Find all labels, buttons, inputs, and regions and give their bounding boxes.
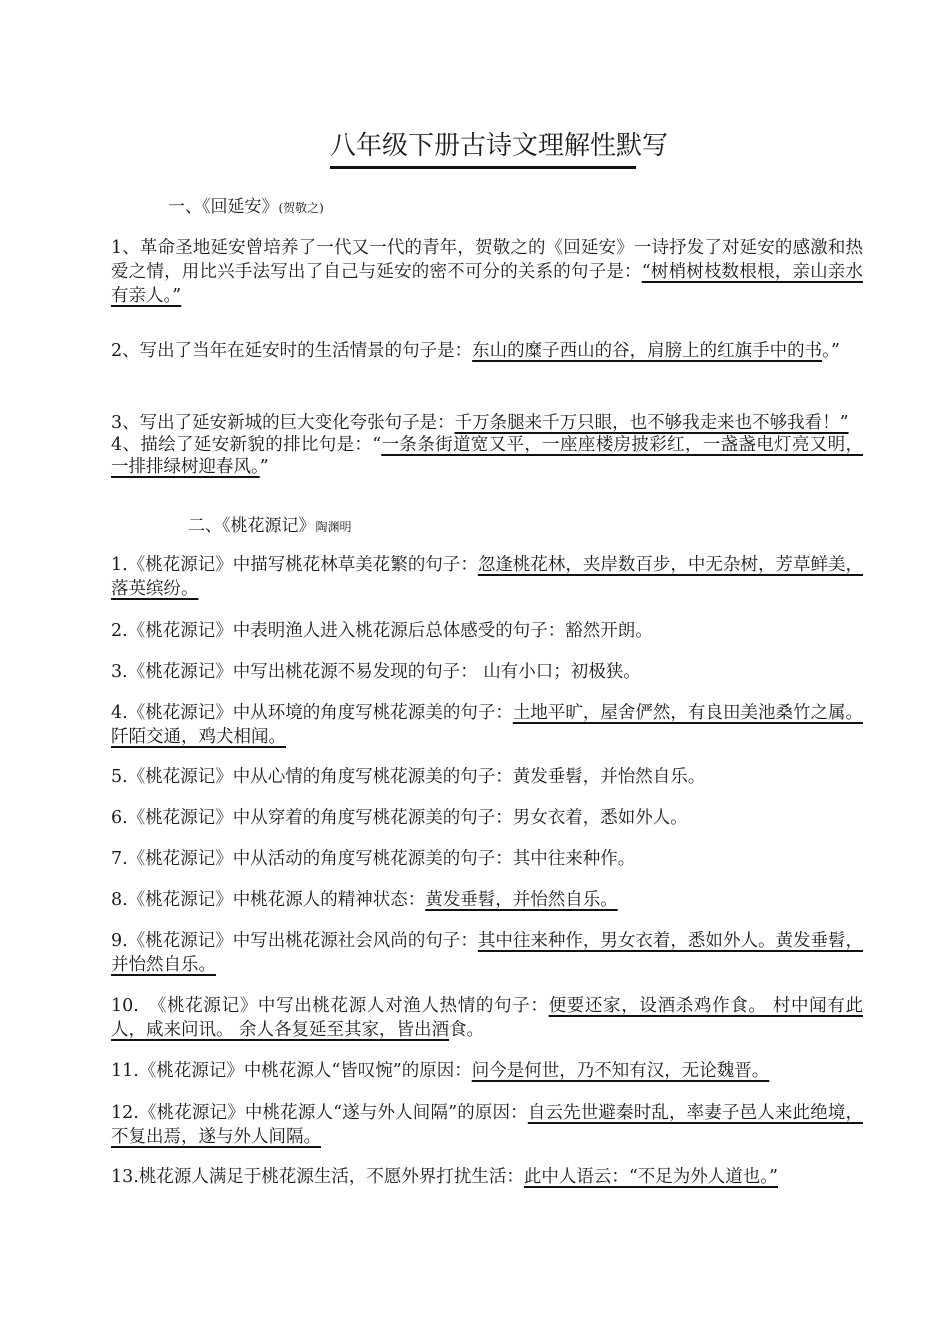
- answer-tail: 食。: [449, 1020, 485, 1040]
- answer-text: 其中往来种作，男女衣着，悉如外人。黄发垂髫，并怡然自乐。: [111, 931, 863, 975]
- question-2-13: [111, 1165, 863, 1189]
- question-2-3: [111, 660, 863, 684]
- question-text: 5.《桃花源记》中从心情的角度写桃花源美的句子：黄发垂髫，并怡然自乐。: [111, 767, 706, 787]
- question-2-9: [111, 929, 863, 977]
- section-title: 一、《回延安》: [168, 197, 279, 217]
- question-text: 12.《桃花源记》中桃花源人“遂与外人间隔”的原因：: [111, 1103, 528, 1123]
- question-2-2: [111, 619, 863, 643]
- question-text: 2、写出了当年在延安时的生活情景的句子是：: [111, 341, 473, 361]
- question-1-3-4: [111, 412, 867, 478]
- question-text: 13.桃花源人满足于桃花源生活，不愿外界打扰生活：: [111, 1167, 524, 1187]
- question-text: 4.《桃花源记》中从环境的角度写桃花源美的句子：: [111, 703, 513, 723]
- question-text: 1、革命圣地延安曾培养了一代又一代的青年，贺敬之的《回延安》一诗抒发了对延安的感激和热爱之情，用比兴手法写出了自己与延安的密不可分的关系的句子是：: [111, 238, 863, 282]
- answer-text: 土地平旷，屋舍俨然，有良田美池桑竹之属。阡陌交通，鸡犬相闻。: [111, 703, 863, 747]
- answer-text: 黄发垂髫，并怡然自乐。: [425, 890, 618, 910]
- question-2-1: [111, 553, 863, 601]
- question-2-12: [111, 1101, 863, 1149]
- answer-tail: ”: [259, 457, 269, 477]
- section-heading-hui-yan-an: [168, 193, 324, 222]
- question-text: 2.《桃花源记》中表明渔人进入桃花源后总体感受的句子：豁然开朗。: [111, 621, 653, 641]
- question-1-2: [111, 339, 863, 363]
- question-1-1: [111, 236, 863, 308]
- question-text: 10. 《桃花源记》中写出桃花源人对渔人热情的句子：: [111, 996, 549, 1016]
- question-2-10: [111, 994, 863, 1042]
- question-text: 6.《桃花源记》中从穿着的角度写桃花源美的句子：男女衣着，悉如外人。: [111, 808, 688, 828]
- section-author: 陶渊明: [315, 520, 352, 534]
- answer-text: 忽逢桃花林，夹岸数百步，中无杂树，芳草鲜美，落英缤纷。: [111, 555, 863, 599]
- section-heading-tao-hua-yuan-ji: [188, 512, 352, 541]
- question-text: 3、写出了延安新城的巨大变化夸张句子是：: [111, 413, 455, 433]
- question-2-5: [111, 765, 863, 789]
- question-2-6: [111, 806, 863, 830]
- answer-tail: 。”: [822, 341, 840, 361]
- question-2-11: [111, 1059, 863, 1083]
- answer-text: 自云先世避秦时乱，率妻子邑人来此绝境，不复出焉，遂与外人间隔。: [111, 1103, 863, 1147]
- question-text-2: 4、描绘了延安新貌的排比句是：“: [111, 413, 867, 455]
- answer-text-2: 一条条街道宽又平，一座座楼房披彩红，一盏盏电灯亮又明，一排排绿树迎春风。: [111, 435, 863, 477]
- answer-text: 东山的糜子西山的谷，肩膀上的红旗手中的书: [472, 341, 823, 361]
- answer-text: 此中人语云：“不足为外人道也。”: [523, 1167, 778, 1187]
- question-text: 9.《桃花源记》中写出桃花源社会风尚的句子：: [111, 931, 478, 951]
- question-text: 11.《桃花源记》中桃花源人“皆叹惋”的原因：: [111, 1061, 472, 1081]
- answer-text: 便要还家，设酒杀鸡作食。 村中闻有此人，咸来问讯。 余人各复延至其家，皆出酒: [111, 996, 863, 1040]
- question-text: 1.《桃花源记》中描写桃花林草美花繁的句子：: [111, 555, 478, 575]
- question-text: 3.《桃花源记》中写出桃花源不易发现的句子： 山有小口；初极狭。: [111, 662, 641, 682]
- page-title: 八年级下册古诗文理解性默写: [330, 126, 636, 169]
- question-2-4: [111, 701, 863, 749]
- answer-text: “树梢树枝数根根，亲山亲水有亲人。”: [111, 262, 863, 306]
- section-author: (贺敬之): [278, 201, 324, 215]
- answer-text: 千万条腿来千万只眼，也不够我走来也不够我看！”: [454, 413, 849, 433]
- question-2-7: [111, 847, 863, 871]
- section-title: 二、《桃花源记》: [188, 516, 316, 536]
- question-text: 8.《桃花源记》中桃花源人的精神状态：: [111, 890, 426, 910]
- question-text: 7.《桃花源记》中从活动的角度写桃花源美的句子：其中往来种作。: [111, 849, 636, 869]
- question-2-8: [111, 888, 863, 912]
- answer-text: 问今是何世，乃不知有汉，无论魏晋。: [471, 1061, 770, 1081]
